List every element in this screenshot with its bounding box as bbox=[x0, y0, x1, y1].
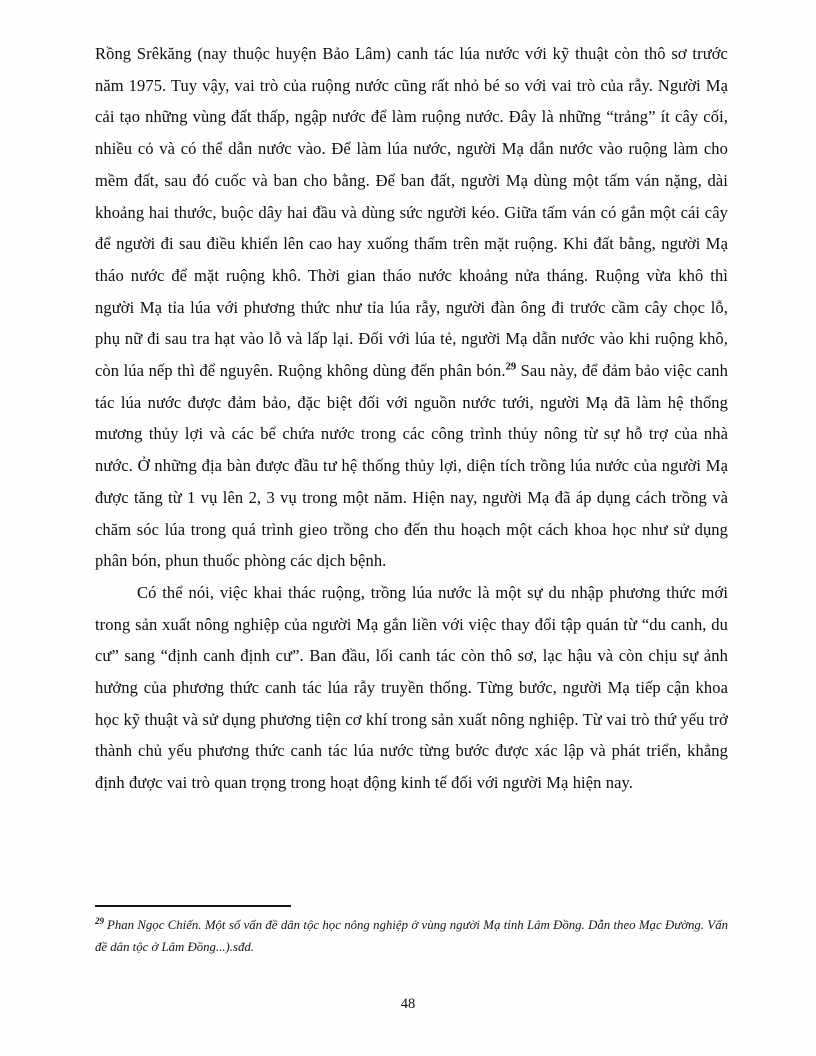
body-text-block bbox=[95, 38, 728, 799]
footnote-29-text: Phan Ngọc Chiến. Một số vấn đề dân tộc học nông nghiệp ở vùng người Mạ tỉnh Lâm Đồng. Dẫn theo Mạc Đường. Vấn đề dân tộc ở Lâm Đồng...).sđd. bbox=[95, 918, 728, 954]
page-number: 48 bbox=[400, 996, 416, 1012]
footnote-29-marker: 29 bbox=[95, 915, 104, 926]
paragraph-2: Có thể nói, việc khai thác ruộng, trồng lúa nước là một sự du nhập phương thức mới trong sản xuất nông nghiệp của người Mạ gắn liền với việc thay đổi tập quán từ “du canh, du cư” sang “định canh định cư”. Ban đầu, lối canh tác còn thô sơ, lạc hậu và còn chịu sự ảnh hưởng của phương thức canh tác lúa rẫy truyền thống. Từng bước, người Mạ tiếp cận khoa học kỹ thuật và sử dụng phương tiện cơ khí trong sản xuất nông nghiệp. Từ vai trò thứ yếu trở thành chủ yếu phương thức canh tác lúa nước từng bước được xác lập và phát triển, khẳng định được vai trò quan trọng trong hoạt động kinh tế đối với người Mạ hiện nay. bbox=[95, 582, 728, 793]
footnote-reference-29: 29 bbox=[505, 361, 517, 373]
footnote-29 bbox=[95, 914, 728, 958]
footnote-block bbox=[95, 905, 728, 958]
paragraph-1-text-after-ref: Sau này, để đảm bảo việc canh tác lúa nước được đảm bảo, đặc biệt đối với nguồn nước tưới, người Mạ đã làm hệ thống mương thủy lợi và các bể chứa nước trong các công trình thủy nông từ sự hỗ trợ của nhà nước. Ở những địa bàn được đầu tư hệ thống thủy lợi, diện tích trồng lúa nước của người Mạ được tăng từ 1 vụ lên 2, 3 vụ trong một năm. Hiện nay, người Mạ đã áp dụng cách trồng và chăm sóc lúa trong quá trình gieo trồng cho đến thu hoạch một cách khoa học như sử dụng phân bón, phun thuốc phòng các dịch bệnh. bbox=[95, 361, 728, 571]
paragraph-1-text-before-ref: Rồng Srêkăng (nay thuộc huyện Bảo Lâm) canh tác lúa nước với kỹ thuật còn thô sơ trước năm 1975. Tuy vậy, vai trò của ruộng nước cũng rất nhỏ bé so với vai trò của rẫy. Người Mạ cải tạo những vùng đất thấp, ngập nước để làm ruộng nước. Đây là những “trảng” ít cây cối, nhiều cỏ và có thể dẫn nước vào. Để làm lúa nước, người Mạ dẫn nước vào ruộng làm cho mềm đất, sau đó cuốc và ban cho bằng. Để ban đất, người Mạ dùng một tấm ván nặng, dài khoảng hai thước, buộc dây hai đầu và dùng sức người kéo. Giữa tấm ván có gắn một cái cây để người đi sau điều khiển lên cao hay xuống thấm trên mặt ruộng. Khi đất bằng, người Mạ tháo nước để mặt ruộng khô. Thời gian tháo nước khoảng nửa tháng. Ruộng vừa khô thì người Mạ tỉa lúa với phương thức như tỉa lúa rẫy, người đàn ông đi trước cầm cây chọc lỗ, phụ nữ đi sau tra hạt vào lỗ và lấp lại. Đối với lúa tẻ, người Mạ dẫn nước vào khi ruộng khô, còn lúa nếp thì để nguyên. Ruộng không dùng đến phân bón. bbox=[95, 44, 728, 381]
footnote-separator-rule bbox=[95, 905, 291, 907]
paragraph-1 bbox=[95, 38, 728, 577]
